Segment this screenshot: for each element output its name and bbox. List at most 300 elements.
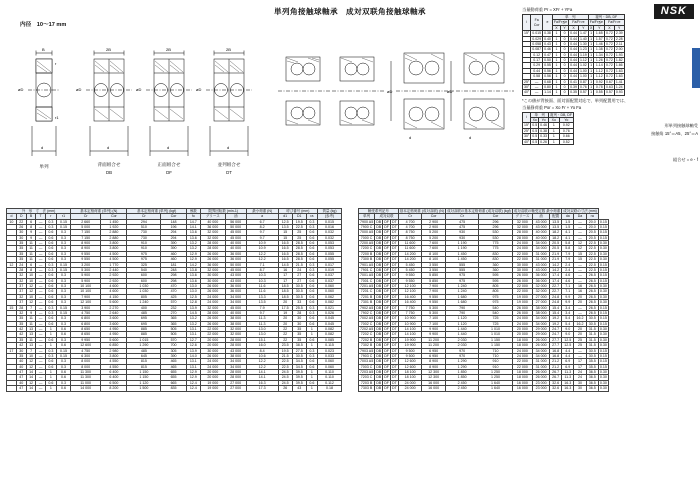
cell: 7202 A5 [360, 327, 374, 332]
cell: — [531, 84, 543, 89]
cell: — [36, 246, 45, 251]
cell: DF [384, 235, 389, 240]
cell: 17 [278, 273, 292, 278]
cell: 0.30 [599, 241, 607, 246]
cell: 1 [552, 58, 560, 63]
cell: 1.41 [615, 79, 623, 84]
note-right-3: 組合せ = e・f [672, 157, 698, 162]
cell: 7 750 [398, 305, 422, 310]
cell: 43 000 [533, 224, 550, 229]
cell: 40 [16, 364, 26, 369]
cell: 17.4 [550, 273, 562, 278]
cell: 38 000 [533, 305, 550, 310]
cell: 0 [561, 74, 569, 79]
cell: 8 900 [71, 241, 101, 246]
cell: 36 000 [200, 224, 225, 229]
cell: 24 [16, 262, 26, 267]
cell: 43 000 [225, 273, 246, 278]
cell: 595 [479, 278, 512, 283]
cell: 26 000 [200, 251, 225, 256]
sub-Da-r: Da [574, 214, 586, 219]
cell: 34 000 [533, 241, 550, 246]
cell: 10 900 [398, 316, 422, 321]
cell: 1 290 [127, 343, 161, 348]
cell: 0.44 [570, 31, 577, 36]
cell: 26.5 [586, 289, 598, 294]
cell: 34 000 [225, 300, 246, 305]
cell: DF [384, 386, 389, 391]
cell: 1 [552, 90, 560, 95]
cell: 3 200 [71, 262, 101, 267]
sub-Da: D1 [292, 214, 306, 219]
cell: 8 750 [398, 235, 422, 240]
cell: DB [376, 375, 382, 380]
cell: 975 [445, 273, 478, 278]
cell: 12.6 [186, 343, 200, 348]
cell: 16.5 [278, 241, 292, 246]
cell: — [36, 241, 45, 246]
cell: DB [376, 278, 382, 283]
cell: 0.52 [559, 139, 573, 144]
cell: 0.3 [306, 305, 317, 310]
cell: 8 000 [71, 364, 101, 369]
cell: 11 [26, 257, 36, 262]
cell: 15° [524, 31, 530, 36]
cell: 0.6 [306, 278, 317, 283]
cell: 7 [26, 305, 36, 310]
cell: 0 [561, 36, 569, 41]
cell: 4 500 [101, 251, 127, 256]
cell: 0.72 [606, 41, 613, 46]
cell: 460 [161, 257, 186, 262]
cell: 400 [127, 305, 161, 310]
cell: 12 [26, 289, 36, 294]
cell: 31 000 [533, 257, 550, 262]
cell: DT [392, 262, 397, 267]
cell: 1 150 [127, 370, 161, 375]
cell: 22.5 [586, 267, 598, 272]
cell: 26.7 [550, 375, 562, 380]
cell: 7 150 [71, 235, 101, 240]
cell: 24 000 [200, 294, 225, 299]
cell: 17 [574, 359, 586, 364]
cell: 2 920 [101, 278, 127, 283]
cell: 655 [161, 370, 186, 375]
cell: 7201 A5 [360, 284, 374, 289]
cell: 7203 A5 [360, 370, 374, 375]
cell: 31.5 [586, 332, 598, 337]
cell: 5.8 [562, 246, 574, 251]
cell: 0.6 [45, 294, 56, 299]
cell: 13.6 [186, 235, 200, 240]
cell: 0.30 [599, 257, 607, 262]
hdr-mass: 質量 (kg) [318, 209, 342, 214]
cell: 0.15 [599, 310, 607, 315]
cell: 7302 B [359, 343, 375, 348]
cell: 32 000 [533, 289, 550, 294]
cell: 540 [479, 310, 512, 315]
cell: 11.3 [246, 321, 278, 326]
sub-grease-r: グリース [512, 214, 532, 219]
cell: 19.2 [550, 321, 562, 326]
cell: 0.92 [559, 123, 573, 128]
cell: 0.019 [318, 267, 342, 272]
cell: 0.72 [606, 68, 613, 73]
cell: DT [392, 300, 397, 305]
cell: 28 000 [225, 337, 246, 342]
cell: 570 [161, 337, 186, 342]
cell: 5 200 [422, 230, 446, 235]
cell: 29 000 [533, 327, 550, 332]
col-yo1: Yo [539, 118, 549, 123]
col-gt-e-1: Fa/Fr>e [569, 20, 589, 25]
cell: 465 [161, 359, 186, 364]
cell: 13.0 [246, 332, 278, 337]
cell: DF [384, 353, 389, 358]
cell: 19 000 [200, 380, 225, 385]
hdr-dims-r: 成対双联の寸法 (mm) [563, 209, 597, 213]
cell: 7 900 [422, 284, 446, 289]
cell: 16 [574, 284, 586, 289]
cell: 11 600 [398, 241, 422, 246]
cell: DB [376, 284, 382, 289]
cell: 24 [574, 370, 586, 375]
cell: 1 920 [101, 224, 127, 229]
cell: 0.3 [306, 353, 317, 358]
sub-Cor: Cor [101, 214, 127, 219]
caption-code-1: DB [105, 170, 113, 175]
cell: 6 950 [422, 348, 446, 353]
cell: 12 300 [422, 370, 446, 375]
factor-row [523, 68, 625, 73]
cell: 0.39 [570, 84, 577, 89]
cell: 31.5 [586, 337, 598, 342]
cell: 0.44 [570, 63, 577, 68]
cell: 9 550 [71, 251, 101, 256]
cell: 1.82 [615, 58, 623, 62]
cell: 0.15 [599, 305, 607, 310]
cell: 2 900 [422, 224, 446, 229]
cell: 830 [479, 251, 512, 256]
cell: 0.3 [56, 241, 70, 246]
cell: 8.7 [246, 267, 278, 272]
cell: 1 640 [479, 380, 512, 385]
cell: 8 650 [71, 332, 101, 337]
dim-label-2b-1: 2B [106, 47, 111, 52]
cell: 12 [26, 380, 36, 385]
cell: 20 [574, 332, 586, 337]
hdr-load-kgf-r: 成対双联の基本定格荷重 (成対双联) (kgf) [446, 209, 511, 213]
factor-row [523, 52, 625, 57]
cell: 1 [552, 47, 560, 52]
cell: DT [392, 321, 397, 326]
sub-matched: 成対双联 [375, 214, 399, 219]
cell: 0.032 [318, 230, 342, 235]
cell: 16 000 [512, 386, 532, 391]
cell: 22 000 [200, 332, 225, 337]
sub-Cr: Cr [71, 214, 101, 219]
cell: — [574, 310, 586, 315]
cell: 26 000 [533, 343, 550, 348]
cell: 0.110 [318, 375, 342, 380]
cell: 30 000 [200, 348, 225, 353]
cell: 540 [127, 267, 161, 272]
cell: 1 [306, 375, 317, 380]
cell: 7.9 [562, 257, 574, 262]
cell: 24 000 [200, 359, 225, 364]
cell: 4 750 [71, 348, 101, 353]
col-duplex-static: 複列・DB, DF [549, 112, 572, 117]
cell: 31 000 [533, 251, 550, 256]
cell: 12.5 [562, 343, 574, 348]
cell: 6 500 [101, 380, 127, 385]
note-right-2: 接触角 15°＝A5、25°＝A [651, 131, 698, 136]
cell: 20 [574, 300, 586, 305]
cell: 12.8 [186, 300, 200, 305]
sub-da: d1 [278, 214, 292, 219]
cell: DT [392, 332, 397, 337]
cell: 16.2 [574, 321, 586, 326]
cell: 35 [16, 257, 26, 262]
cell: 35 [292, 327, 306, 332]
cell: — [36, 364, 45, 369]
cell: 16.5 [278, 257, 292, 262]
cell: 47 [16, 375, 26, 380]
cell: 0.15 [599, 267, 607, 272]
cell: 1.19 [579, 52, 587, 57]
cell: 31.5 [586, 327, 598, 332]
cell: — [36, 219, 45, 224]
cell: 28 000 [200, 241, 225, 246]
cell: DB [376, 310, 382, 315]
cell: DF [384, 294, 389, 299]
cell: 540 [479, 305, 512, 310]
cell: 35.5 [586, 359, 598, 364]
cell: 1 [590, 41, 593, 46]
col-i-static: i [523, 112, 531, 123]
cell: 0.082 [318, 300, 342, 305]
cell: 470 [161, 284, 186, 289]
cell: 15 [574, 257, 586, 262]
cell: 1 250 [479, 370, 512, 375]
cell: — [36, 230, 45, 235]
cell: DT [392, 219, 397, 224]
cell: 31 000 [533, 364, 550, 369]
cell: 2 450 [445, 386, 478, 391]
cell: — [574, 235, 586, 240]
cell: DB [376, 386, 382, 391]
cell: — [36, 386, 45, 391]
cell: 3 550 [422, 262, 446, 267]
cell: 21.2 [550, 364, 562, 369]
cell: — [574, 273, 586, 278]
cell: 0.41 [570, 79, 577, 84]
cell: 2 980 [101, 348, 127, 353]
cell: 505 [161, 327, 186, 332]
factor-table-dynamic [522, 14, 625, 96]
cell: 22 000 [200, 327, 225, 332]
cell: 9 [26, 235, 36, 240]
cell: 32 [16, 278, 26, 283]
cell: 24 000 [512, 316, 532, 321]
cell: 0.35 [570, 90, 577, 95]
cell: 16.8 [550, 353, 562, 358]
cell: 1.00 [579, 68, 587, 73]
cell: 36 000 [225, 284, 246, 289]
cell: 30.5 [586, 316, 598, 321]
cell: 1.5 [562, 224, 574, 229]
cell: DF [384, 246, 389, 251]
cell: 24 [574, 375, 586, 380]
cell: 8.4 [246, 348, 278, 353]
cell: 1 240 [127, 300, 161, 305]
cell: 16 [278, 267, 292, 272]
cell: 13.2 [186, 316, 200, 321]
cell: DF [384, 359, 389, 364]
cell: 26 000 [200, 284, 225, 289]
cell: 2.4 [562, 262, 574, 267]
cell: 22.5 [586, 241, 598, 246]
cell: DF [384, 305, 389, 310]
equation-dynamic: 当量動荷重 Pr = XFr + YFa [522, 7, 573, 12]
cell: 0.3 [306, 267, 317, 272]
cell: 22 000 [512, 289, 532, 294]
cell: 36 000 [533, 273, 550, 278]
cell: 0.112 [318, 380, 342, 385]
cell: 0.6 [45, 273, 56, 278]
cell: 725 [479, 321, 512, 326]
cell: 390 [161, 246, 186, 251]
cell: 0.93 [615, 90, 623, 95]
cell: 1 [548, 139, 559, 144]
cell: 0.15 [599, 262, 607, 267]
cell: 196 [161, 224, 186, 229]
cell: 18 000 [512, 337, 532, 342]
cell: 14.1 [246, 375, 278, 380]
cell: 2 450 [445, 380, 478, 385]
cell: DB [376, 327, 382, 332]
cell: 12 100 [398, 289, 422, 294]
cell: 27 [292, 278, 306, 283]
cell: 1 450 [445, 257, 478, 262]
cell: — [36, 380, 45, 385]
cell: 32 000 [225, 327, 246, 332]
cell: 2 270 [101, 305, 127, 310]
sub-single: 単列 [359, 214, 375, 219]
cell: 0.56 [544, 68, 551, 73]
cell: 0.15 [599, 278, 607, 283]
dim-label-d-6: d [469, 135, 472, 140]
cell: 30 [16, 235, 26, 240]
cell: 5 850 [422, 278, 446, 283]
cell: 4 150 [101, 294, 127, 299]
cell: 10.3 [246, 278, 278, 283]
cell: 35 [16, 246, 26, 251]
cell: 43 [292, 386, 306, 391]
hdr-load-n: 基本定格荷重 (単列) (N) [71, 209, 127, 214]
cell: 27.7 [550, 337, 562, 342]
cell: 9 900 [422, 327, 446, 332]
cell: 14.7 [186, 219, 200, 224]
cell: 0.72 [606, 74, 613, 79]
cell: — [36, 262, 45, 267]
cell: 28 [16, 267, 26, 272]
cell: 9.9 [562, 294, 574, 299]
cell: 45 000 [225, 267, 246, 272]
cell: DB [376, 251, 382, 256]
cell: DT [392, 257, 397, 262]
cell: 1 120 [445, 316, 478, 321]
cell: DF [384, 316, 389, 321]
cell: 0.060 [318, 289, 342, 294]
cell: 0.30 [599, 370, 607, 375]
cell: DT [392, 375, 397, 380]
cell: 42 [16, 343, 26, 348]
cell: 0.6 [45, 380, 56, 385]
cell: 0.78 [595, 84, 603, 89]
cell: 1 [552, 52, 560, 57]
cell: 18 000 [512, 375, 532, 380]
factor-row [523, 31, 625, 36]
sub-config-r: 配置 [550, 214, 562, 219]
col-x4: X [605, 25, 615, 30]
cell: 0.6 [306, 273, 317, 278]
cell: 1 [590, 52, 593, 57]
cell: 294 [127, 219, 161, 224]
cell: 13.3 [246, 294, 278, 299]
cell: 0.5 [532, 139, 538, 144]
cell: 775 [479, 246, 512, 251]
dim-label-od-3: øD [136, 87, 142, 92]
cell: DB [376, 219, 382, 224]
cell: 296 [479, 224, 512, 229]
cell: 1.30 [579, 41, 587, 46]
cell: 0.3 [56, 284, 70, 289]
col-y1: Y [561, 25, 569, 30]
cell: 1 120 [445, 321, 478, 326]
cell: 975 [127, 251, 161, 256]
cell: DF [384, 278, 389, 283]
cell: 730 [127, 235, 161, 240]
cell: — [36, 327, 45, 332]
cell: 7902 A5 [360, 305, 374, 310]
cell: 0.3 [45, 262, 56, 267]
cell: 13.1 [186, 327, 200, 332]
cell: 25 [292, 235, 306, 240]
cell: 9 [26, 310, 36, 315]
cell: DT [392, 310, 397, 315]
cell: 34 000 [533, 353, 550, 358]
cell: 0.38 [540, 128, 547, 133]
cell: 0.6 [306, 380, 317, 385]
cell: 18.5 [278, 289, 292, 294]
cell: 470 [161, 289, 186, 294]
cell: 14.2 [550, 267, 562, 272]
cell: 365 [161, 316, 186, 321]
cell: 50 000 [225, 262, 246, 267]
cell: 32 000 [200, 235, 225, 240]
cell: 0.6 [45, 284, 56, 289]
cell: 3 900 [71, 305, 101, 310]
cell: 28.5 [292, 251, 306, 256]
cell: 35 [292, 337, 306, 342]
cell: DT [392, 305, 397, 310]
cell: 20.5 [550, 241, 562, 246]
cell: 1 [590, 36, 593, 41]
cell: 975 [479, 300, 512, 305]
cell: 19.5 [292, 219, 306, 224]
cell: 16.3 [562, 380, 574, 385]
